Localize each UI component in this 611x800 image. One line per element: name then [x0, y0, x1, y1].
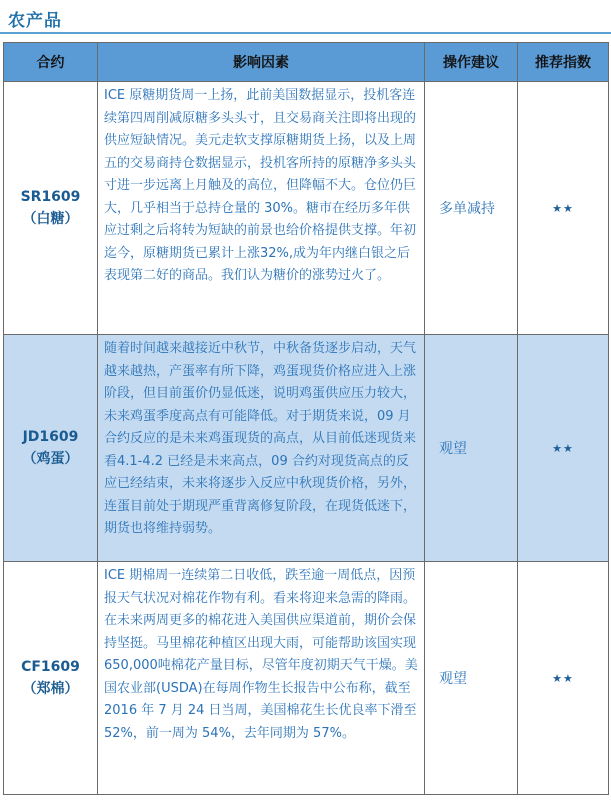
- advice-cell: 观望: [425, 562, 518, 795]
- factors-cell: 随着时间越来越接近中秋节，中秋备货逐步启动，天气越来越热，产蛋率有所下降，鸡蛋现货价格应进入上涨阶段，但目前蛋价仍显低迷，说明鸡蛋供应压力较大，未来鸡蛋季度高点有可能降低。对于期货来说，09 月合约反应的是未来鸡蛋现货的高点，从目前低迷现货来看4.1-4.2 已经是未来高点，09 合约对现货高点的反应已经结束，未来将逐步入反应中秋现货价格，另外，连蛋目前处于期现严重背离修复阶段，在现货低迷下，期货也将维持弱势。: [98, 335, 425, 562]
- contract-name: （鸡蛋）: [22, 451, 79, 467]
- table-header-row: [4, 43, 609, 82]
- section-title: 农产品: [8, 11, 62, 31]
- contract-cell: [4, 335, 98, 562]
- contract-code: CF1609: [21, 659, 80, 675]
- rating-stars: ★★: [518, 82, 609, 335]
- advice-cell: 多单减持: [425, 82, 518, 335]
- contract-name: （郑棉）: [22, 681, 79, 697]
- contract-code: JD1609: [22, 429, 79, 445]
- rating-stars: ★★: [518, 562, 609, 795]
- factors-cell: ICE 原糖期货周一上扬，此前美国数据显示，投机客连续第四周削减原糖多头头寸，且交易商关注即将出现的供应短缺情况。美元走软支撑原糖期货上扬，以及上周五的交易商持仓数据显示，投机客所持的原糖净多头头寸进一步远离上月触及的高位，但降幅不大。仓位仍巨大，几乎相当于总持仓量的 30%。糖市在经历多年供应过剩之后将转为短缺的前景也给价格提供支撑。年初迄今，原糖期货已累计上涨32%,成为年内继白银之后表现第二好的商品。我们认为糖价的涨势过火了。: [98, 82, 425, 335]
- contract-code: SR1609: [20, 189, 81, 205]
- header-contract: 合约: [4, 43, 98, 82]
- title-divider: [0, 32, 611, 34]
- contract-cell: [4, 562, 98, 795]
- table-row: [4, 562, 609, 795]
- factors-cell: ICE 期棉周一连续第二日收低，跌至逾一周低点，因预报天气状况对棉花作物有利。看来将迎来急需的降雨。在未来两周更多的棉花进入美国供应渠道前，期价会保持坚挺。马里棉花种植区出现大雨，可能帮助该国实现 650,000吨棉花产量目标，尽管年度初期天气干燥。美国农业部(USDA)在每周作物生长报告中公布称，截至 2016 年 7 月 24 日当周，美国棉花生长优良率下滑至 52%，前一周为 54%，去年同期为 57%。: [98, 562, 425, 795]
- table-row: [4, 82, 609, 335]
- header-advice: 操作建议: [425, 43, 518, 82]
- rating-stars: ★★: [518, 335, 609, 562]
- advice-cell: 观望: [425, 335, 518, 562]
- table-row: [4, 335, 609, 562]
- header-factors: 影响因素: [98, 43, 425, 82]
- contract-cell: [4, 82, 98, 335]
- contract-name: （白糖）: [22, 211, 79, 227]
- header-rating: 推荐指数: [518, 43, 609, 82]
- futures-table: [3, 42, 609, 795]
